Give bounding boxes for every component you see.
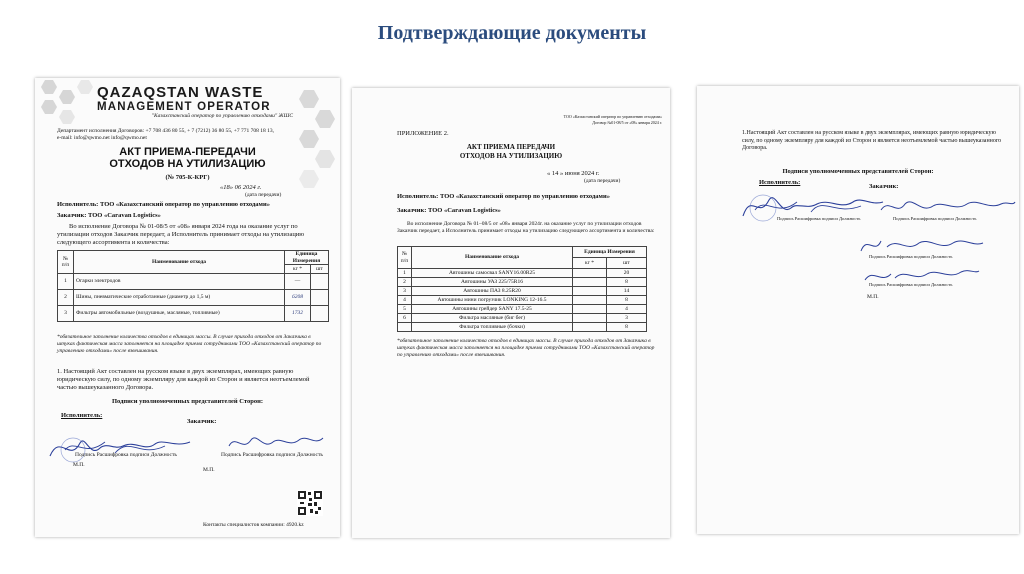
customer-line: Заказчик: ТОО «Caravan Logistics» [397,207,501,214]
table-row [58,290,329,306]
cell-pcs [311,274,329,290]
footnote: *обязательное заполнение количества отходов в единицах массы. В случае прихода отходов от Заказчика в штуках фактическая масса заполняется на площадке приема сотрудниками ТОО «Казахстанский оператор по управлению отходами» после взвешивания. [57,334,322,354]
cell-pcs: 4 [607,305,647,314]
table-header-pcs: шт [311,265,329,274]
signatures-heading: Подписи уполномоченных представителей Сторон: [111,398,264,405]
cell-no: 6 [398,314,412,323]
cell-no: 3 [398,287,412,296]
cell-kg: 1732 [285,306,311,322]
table-row [398,287,647,296]
table-header-no: № п/п [398,247,412,269]
cell-kg [573,314,607,323]
stamp-placeholder: М.П. [867,294,879,300]
qr-code-icon [297,490,323,516]
table-row [58,306,329,322]
cell-kg [573,287,607,296]
sign-captions: Подпись Расшифровка подписи Должность [869,282,953,287]
table-row [398,314,647,323]
table-header-unit: Единица Измерения [285,251,329,265]
cell-kg: — [285,274,311,290]
cell-no: 5 [398,305,412,314]
sign-captions: Подпись Расшифровка подписи Должность [75,452,177,458]
table-row [58,274,329,290]
header-note-1: ТОО «Казахстанский оператор по управлению отходами» [563,114,662,119]
executor-line: Исполнитель: ТОО «Казахстанский оператор по управлению отходами» [397,193,610,200]
document-act-2 [352,88,670,538]
cell-pcs [311,306,329,322]
table-header-kg: кг * [573,258,607,269]
table-row [398,269,647,278]
company-logo [97,84,297,120]
waste-table [397,246,647,332]
date-caption: (дата передачи) [584,178,621,184]
cell-no: 3 [58,306,74,322]
cell-name: Автошины ПАЗ 8.25R20 [412,287,573,296]
act-title-2: ОТХОДОВ НА УТИЛИЗАЦИЮ [459,152,563,160]
table-row [398,296,647,305]
cell-kg: 6208 [285,290,311,306]
table-header-pcs: шт [607,258,647,269]
slide-title: Подтверждающие документы [377,22,647,44]
logo-line-1: QAZAQSTAN WASTE [97,84,264,101]
intro-paragraph: Во исполнение Договора № 01-08/5 от «08» января 2024 года на оказание услуг по утилизации отходов Заказчик передает, а Исполнитель принимает отходы на утилизацию следующего ассортимента и количества: [57,223,305,247]
sign-captions: Подпись Расшифровка подписи Должность [869,254,953,259]
date-caption: (дата передачи) [245,192,282,198]
cell-pcs: 14 [607,287,647,296]
table-row [398,278,647,287]
table-header-kg: кг * [285,265,311,274]
intro-paragraph: Во исполнение Договора № 01–08/5 от «08» января 2024г. на оказание услуг по утилизации отходов Заказчик передает, а Исполнитель принимает отходы на утилизацию следующего ассортимента и количества: [397,221,655,234]
cell-pcs [311,290,329,306]
logo-line-2: MANAGEMENT OPERATOR [97,101,271,113]
footer-contacts: Контакты специалистов компании: 4920.kz [203,522,304,528]
stamp-placeholder: М.П. [73,462,85,468]
cell-pcs: 20 [607,269,647,278]
cell-name: Автошины самосвал SANY16.00R25 [412,269,573,278]
cell-name: Фильтры автомобильные (воздушные, масляные, топливные) [74,306,285,322]
act-date: «18» 06 2024 г. [220,184,262,191]
sign-captions: Подпись Расшифровка подписи Должность [777,216,861,221]
customer-sign-label: Заказчик: [869,183,899,190]
contacts-line: Департамент исполнения Договоров: +7 708 436 80 55, + 7 (7212) 36 80 55, +7 771 708 18 13, [57,128,274,134]
document-act-3 [697,86,1019,534]
footnote: *обязательное заполнение количества отходов в единицах массы. В случае прихода отходов от Заказчика в штуках фактическая масса заполняется на площадке приема сотрудниками ТОО «Казахстанский оператор по управлению отходами» после взвешивания. [397,338,655,358]
cell-kg [573,269,607,278]
table-row [398,305,647,314]
table-row [398,323,647,332]
clause-1: 1. Настоящий Акт составлен на русском языке в двух экземплярах, имеющих равную юридическую силу, по одному экземпляру для каждой из Сторон и является неотъемлемой частью вышеуказанного Договора. [57,368,310,392]
cell-kg [573,305,607,314]
logo-line-3: "Казахстанский оператор по управлению отходами" ЖШС [151,113,293,119]
act-number: (№ 705-К-КРГ) [165,174,210,181]
cell-no: 2 [398,278,412,287]
signatures-heading: Подписи уполномоченных представителей Сторон: [782,168,934,175]
act-title-1: АКТ ПРИЕМА ПЕРЕДАЧИ [466,143,556,151]
stamp-placeholder: М.П. [203,467,215,473]
cell-no: 4 [398,296,412,305]
cell-name: Шины, пневматические отработанные (диаметр до 1,5 м) [74,290,285,306]
appendix-label: ПРИЛОЖЕНИЕ 2. [397,130,449,137]
email-line: e-mail: info@qwmo.net info@qwmo.net [57,135,147,141]
cell-name: Автошины УАЗ 225/75R16 [412,278,573,287]
act-date: « 14 » июня 2024 г. [547,170,600,177]
cell-no: 1 [58,274,74,290]
cell-name: Огарки электродов [74,274,285,290]
customer-line: Заказчик: ТОО «Caravan Logistics» [57,212,161,219]
act-title-2: ОТХОДОВ НА УТИЛИЗАЦИЮ [109,158,266,170]
waste-table [57,250,329,322]
cell-name: Фильтра масляные (биг бег) [412,314,573,323]
executor-signature-icon [45,428,195,468]
cell-kg [573,278,607,287]
sign-captions: Подпись Расшифровка подписи Должность [893,216,977,221]
cell-pcs: 8 [607,323,647,332]
cell-no [398,323,412,332]
cell-pcs: 8 [607,278,647,287]
act-title-1: АКТ ПРИЕМА-ПЕРЕДАЧИ [119,146,256,158]
cell-name: Автошины мини погрузчик LONKING 12-16.5 [412,296,573,305]
executor-sign-label: Исполнитель: [61,412,103,419]
table-header-name: Наименование отхода [412,247,573,269]
cell-name: Фильтра топливные (бочки) [412,323,573,332]
cell-name: Автошины грейдер SANY 17.5-25 [412,305,573,314]
cell-kg [573,323,607,332]
table-header-unit: Единица Измерения [573,247,647,258]
executor-sign-label: Исполнитель: [759,179,801,186]
cell-no: 2 [58,290,74,306]
cell-no: 1 [398,269,412,278]
clause-1: 1.Настоящий Акт составлен на русском языке в двух экземплярах, имеющих равную юридическую силу, по одному экземпляру для каждой из Сторон и является неотъемлемой частью вышеуказанного Договора. [742,130,1002,151]
table-header-name: Наименование отхода [74,251,285,274]
table-header-no: № п/п [58,251,74,274]
executor-line: Исполнитель: ТОО «Казахстанский оператор по управлению отходами» [57,201,270,208]
document-act-1 [35,78,340,537]
sign-captions: Подпись Расшифровка подписи Должность [221,452,323,458]
customer-sign-label: Заказчик: [187,418,217,425]
cell-pcs: 3 [607,314,647,323]
cell-pcs: 8 [607,296,647,305]
header-note-2: Договор №01-08/5 от «08» января 2024 г. [592,120,662,125]
cell-kg [573,296,607,305]
